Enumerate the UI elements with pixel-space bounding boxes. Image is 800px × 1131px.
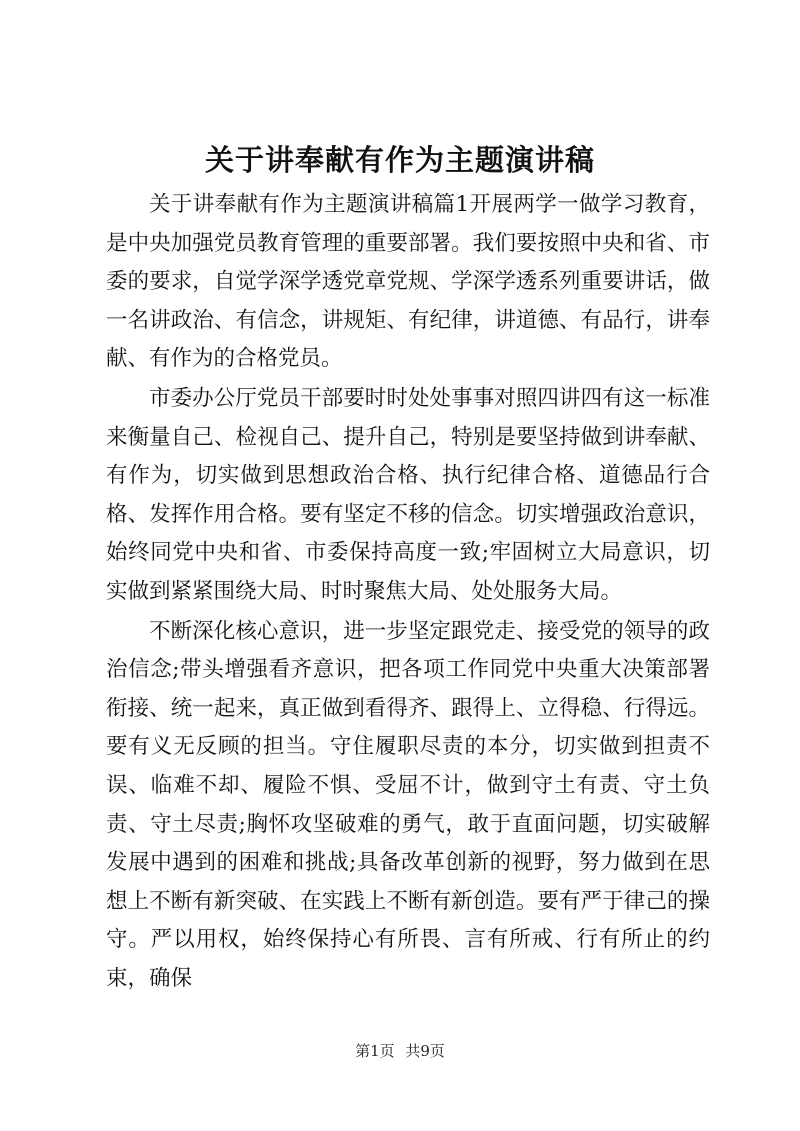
paragraph-2: 市委办公厅党员干部要时时处处事事对照四讲四有这一标准来衡量自己、检视自己、提升自己，特别是要坚持做到讲奉献、有作为，切实做到思想政治合格、执行纪律合格、道德品行合格、发挥作用合格。要有坚定不移的信念。切实增强政治意识，始终同党中央和省、市委保持高度一致;牢固树立大局意识，切实做到紧紧围绕大局、时时聚焦大局、处处服务大局。: [106, 385, 710, 604]
document-title: 关于讲奉献有作为主题演讲稿: [204, 143, 595, 177]
paragraph-3: 不断深化核心意识，进一步坚定跟党走、接受党的领导的政治信念;带头增强看齐意识，把各项工作同党中央重大决策部署衔接、统一起来，真正做到看得齐、跟得上、立得稳、行得远。要有义无反顾的担当。守住履职尽责的本分，切实做到担责不误、临难不却、履险不惧、受屈不计，做到守土有责、守土负责、守土尽责;胸怀攻坚破难的勇气，敢于直面问题，切实破解发展中遇到的困难和挑战;具备改革创新的视野，努力做到在思想上不断有新突破、在实践上不断有新创造。要有严于律己的操守。严以用权，始终保持心有所畏、言有所戒、行有所止的约束，确保: [106, 618, 710, 991]
document-body: [106, 186, 710, 998]
page-number: 第1页: [355, 1042, 395, 1060]
page-total: 共9页: [405, 1042, 445, 1060]
page-footer: [0, 1040, 800, 1062]
paragraph-1: 关于讲奉献有作为主题演讲稿篇1开展两学一做学习教育，是中央加强党员教育管理的重要部署。我们要按照中央和省、市委的要求，自觉学深学透党章党规、学深学透系列重要讲话，做一名讲政治、有信念，讲规矩、有纪律，讲道德、有品行，讲奉献、有作为的合格党员。: [106, 192, 710, 372]
